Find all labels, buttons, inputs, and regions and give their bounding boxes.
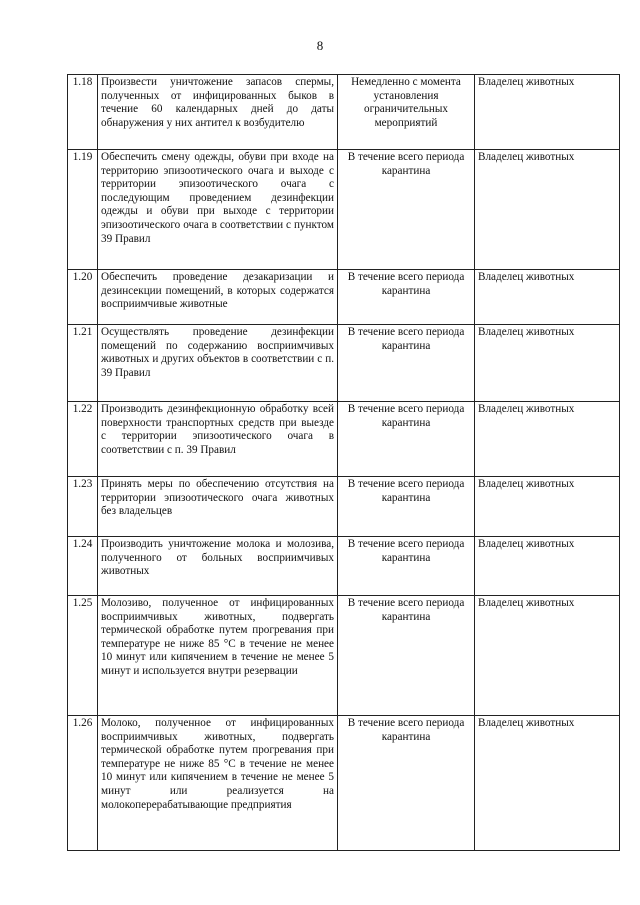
row-number: 1.19 — [68, 150, 98, 270]
responsible-text: Владелец животных — [475, 537, 620, 596]
term-text: В течение всего периода карантина — [338, 477, 475, 537]
row-number: 1.26 — [68, 716, 98, 851]
term-text: Немедленно с момента установления ограничительных мероприятий — [338, 75, 475, 150]
responsible-text: Владелец животных — [475, 596, 620, 716]
measure-text: Производить дезинфекционную обработку всей поверхности транспортных средств при выезде с территории эпизоотического очага в соответствии с п. 39 Правил — [98, 402, 338, 477]
term-text: В течение всего периода карантина — [338, 596, 475, 716]
responsible-text: Владелец животных — [475, 325, 620, 402]
measures-table — [67, 74, 620, 851]
row-number: 1.25 — [68, 596, 98, 716]
responsible-text: Владелец животных — [475, 150, 620, 270]
page-number: 8 — [316, 38, 324, 53]
row-number: 1.22 — [68, 402, 98, 477]
row-number: 1.21 — [68, 325, 98, 402]
row-number: 1.18 — [68, 75, 98, 150]
responsible-text: Владелец животных — [475, 716, 620, 851]
table-row — [68, 716, 620, 851]
measure-text: Молозиво, полученное от инфицированных восприимчивых животных, подвергать термической обработке путем прогревания при температуре не ниже 85 °С в течение не менее 10 минут или кипячением в течение не менее 5 минут и используется внутри резервации — [98, 596, 338, 716]
measure-text: Принять меры по обеспечению отсутствия на территории эпизоотического очага животных без владельцев — [98, 477, 338, 537]
responsible-text: Владелец животных — [475, 402, 620, 477]
term-text: В течение всего периода карантина — [338, 150, 475, 270]
table-row — [68, 270, 620, 325]
responsible-text: Владелец животных — [475, 270, 620, 325]
term-text: В течение всего периода карантина — [338, 270, 475, 325]
term-text: В течение всего периода карантина — [338, 402, 475, 477]
table-row — [68, 150, 620, 270]
table-row — [68, 325, 620, 402]
measure-text: Произвести уничтожение запасов спермы, полученных от инфицированных быков в течение 60 календарных дней до даты обнаружения у них антител к возбудителю — [98, 75, 338, 150]
row-number: 1.24 — [68, 537, 98, 596]
measure-text: Обеспечить смену одежды, обуви при входе на территорию эпизоотического очага и выходе с территории эпизоотического очага с последующим проведением дезинфекции одежды и обуви при выходе с территории эпизоотического очага в соответствии с пунктом 39 Правил — [98, 150, 338, 270]
table-row — [68, 596, 620, 716]
measure-text: Производить уничтожение молока и молозива, полученного от больных восприимчивых животных — [98, 537, 338, 596]
term-text: В течение всего периода карантина — [338, 716, 475, 851]
table-row — [68, 402, 620, 477]
measure-text: Осуществлять проведение дезинфекции помещений по содержанию восприимчивых животных и других объектов в соответствии с п. 39 Правил — [98, 325, 338, 402]
responsible-text: Владелец животных — [475, 477, 620, 537]
term-text: В течение всего периода карантина — [338, 325, 475, 402]
row-number: 1.20 — [68, 270, 98, 325]
table-row — [68, 537, 620, 596]
measure-text: Обеспечить проведение дезакаризации и дезинсекции помещений, в которых содержатся восприимчивые животные — [98, 270, 338, 325]
responsible-text: Владелец животных — [475, 75, 620, 150]
row-number: 1.23 — [68, 477, 98, 537]
table-row — [68, 477, 620, 537]
table-row — [68, 75, 620, 150]
measure-text: Молоко, полученное от инфицированных восприимчивых животных, подвергать термической обработке путем прогревания при температуре не ниже 85 °С в течение не менее 10 минут или кипячением в течение не менее 5 минут или реализуется на молокоперерабатывающие предприятия — [98, 716, 338, 851]
term-text: В течение всего периода карантина — [338, 537, 475, 596]
